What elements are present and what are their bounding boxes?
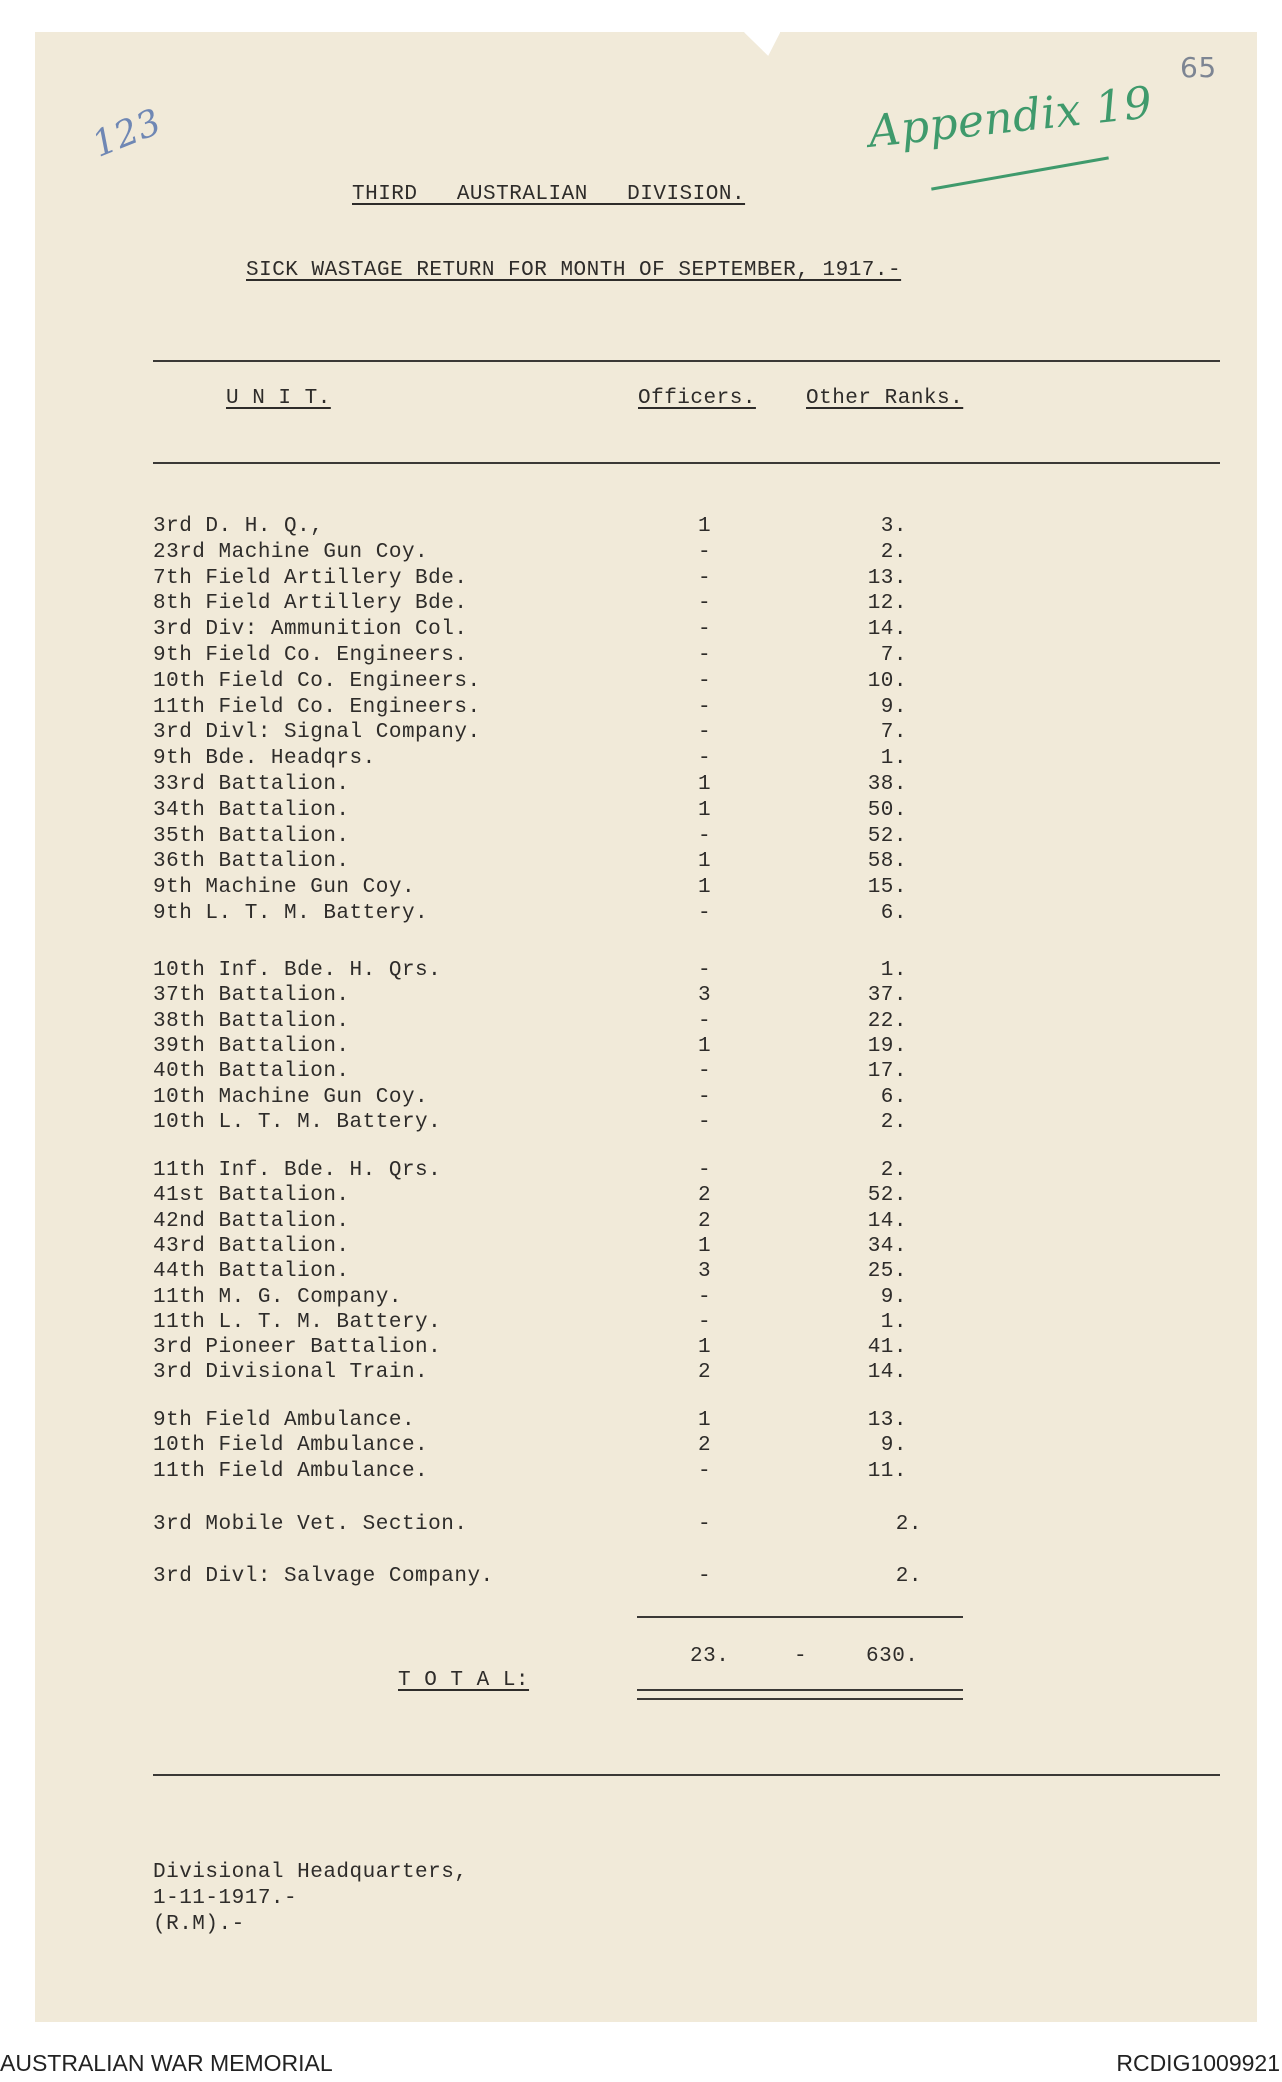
unit-name: 42nd Battalion.: [153, 1209, 350, 1233]
officers-count: -: [698, 644, 712, 667]
unit-name: 43rd Battalion.: [153, 1234, 350, 1258]
unit-name: 10th Field Ambulance.: [153, 1434, 429, 1458]
other-ranks-count: 41.: [867, 1336, 907, 1360]
archive-name: AUSTRALIAN WAR MEMORIAL: [0, 2050, 333, 2076]
other-ranks-count: 14.: [867, 1361, 907, 1385]
other-ranks-count: 50.: [867, 798, 907, 822]
unit-name: 10th Machine Gun Coy.: [153, 1085, 429, 1109]
unit-name: 35th Battalion.: [153, 824, 350, 848]
total-double-rule-2: [637, 1698, 963, 1700]
officers-count: -: [698, 1459, 712, 1483]
document-title: THIRD AUSTRALIAN DIVISION.: [352, 183, 746, 206]
other-ranks-count: 9.: [880, 1434, 907, 1458]
unit-name: 39th Battalion.: [153, 1034, 350, 1058]
unit-name: 3rd Mobile Vet. Section.: [153, 1513, 468, 1536]
officers-count: 2: [698, 1184, 712, 1208]
total-double-rule-1: [637, 1689, 963, 1691]
other-ranks-count: 2.: [880, 1110, 907, 1134]
officers-count: -: [698, 1085, 712, 1109]
officers-count: -: [698, 695, 712, 719]
other-ranks-count: 7.: [880, 644, 907, 667]
other-ranks-count: 10.: [867, 669, 907, 693]
officers-count: 1: [698, 1234, 712, 1258]
total-dash: -: [794, 1645, 808, 1668]
other-ranks-count: 52.: [867, 1184, 907, 1208]
officers-count: -: [698, 721, 712, 745]
officers-count: 2: [698, 1361, 712, 1385]
unit-name: 11th Field Ambulance.: [153, 1459, 429, 1483]
other-ranks-count: 13.: [867, 566, 907, 590]
officers-count: -: [698, 1060, 712, 1084]
officers-count: 2: [698, 1209, 712, 1233]
unit-name: 36th Battalion.: [153, 850, 350, 874]
officers-count: -: [698, 1110, 712, 1134]
officers-count: -: [698, 1310, 712, 1334]
other-ranks-count: 14.: [867, 618, 907, 642]
unit-name: 3rd Pioneer Battalion.: [153, 1336, 442, 1360]
other-ranks-count: 6.: [880, 1085, 907, 1109]
officers-count: 1: [698, 1336, 712, 1360]
header-bottom-rule: [153, 462, 1220, 464]
unit-name: 3rd Divisional Train.: [153, 1361, 429, 1385]
signature-line-1: Divisional Headquarters,: [153, 1861, 468, 1884]
unit-name: 41st Battalion.: [153, 1184, 350, 1208]
officers-count: 1: [698, 773, 712, 796]
other-ranks-count: 7.: [880, 721, 907, 745]
unit-name: 11th Field Co. Engineers.: [153, 695, 481, 719]
unit-name: 23rd Machine Gun Coy.: [153, 540, 429, 564]
officers-count: -: [698, 1009, 712, 1033]
other-ranks-count: 38.: [867, 773, 907, 796]
officers-count: -: [698, 566, 712, 590]
header-top-rule: [153, 360, 1220, 362]
officers-count: -: [698, 747, 712, 771]
document-subtitle: SICK WASTAGE RETURN FOR MONTH OF SEPTEMBER, 1917.-: [246, 259, 902, 282]
other-ranks-count: 14.: [867, 1209, 907, 1233]
other-ranks-count: 1.: [880, 1310, 907, 1334]
unit-name: 7th Field Artillery Bde.: [153, 566, 468, 590]
total-label: T O T A L:: [398, 1669, 530, 1692]
unit-name: 3rd Div: Ammunition Col.: [153, 618, 468, 642]
footer-rule: [153, 1774, 1220, 1776]
total-other-ranks: 630.: [866, 1645, 919, 1668]
other-ranks-count: 22.: [867, 1009, 907, 1033]
folio-number: 123: [86, 101, 168, 166]
unit-name: 8th Field Artillery Bde.: [153, 592, 468, 616]
officers-count: 2: [698, 1434, 712, 1458]
other-ranks-count: 2.: [895, 1513, 922, 1536]
unit-name: 40th Battalion.: [153, 1060, 350, 1084]
officers-count: -: [698, 592, 712, 616]
other-ranks-count: 25.: [867, 1260, 907, 1284]
page-number: 65: [1180, 51, 1217, 84]
unit-name: 9th Bde. Headqrs.: [153, 747, 376, 771]
unit-name: 10th L. T. M. Battery.: [153, 1110, 442, 1134]
unit-name: 11th L. T. M. Battery.: [153, 1310, 442, 1334]
other-ranks-count: 19.: [867, 1034, 907, 1058]
officers-count: 1: [698, 1034, 712, 1058]
unit-name: 38th Battalion.: [153, 1009, 350, 1033]
signature-initials: (R.M).-: [153, 1913, 245, 1936]
other-ranks-count: 2.: [895, 1565, 922, 1588]
officers-count: -: [698, 1565, 712, 1588]
other-ranks-count: 9.: [880, 1285, 907, 1309]
officers-count: -: [698, 1159, 712, 1182]
unit-name: 11th Inf. Bde. H. Qrs.: [153, 1159, 442, 1182]
unit-name: 9th Field Co. Engineers.: [153, 644, 468, 667]
unit-name: 3rd Divl: Signal Company.: [153, 721, 481, 745]
other-ranks-column-header: Other Ranks.: [806, 387, 964, 410]
other-ranks-count: 15.: [867, 876, 907, 900]
officers-count: -: [698, 959, 712, 982]
unit-name: 10th Field Co. Engineers.: [153, 669, 481, 693]
officers-count: -: [698, 669, 712, 693]
total-officers: 23.: [690, 1645, 730, 1668]
unit-column-header: U N I T.: [226, 387, 331, 410]
unit-name: 3rd Divl: Salvage Company.: [153, 1565, 494, 1588]
other-ranks-count: 12.: [867, 592, 907, 616]
officers-count: 3: [698, 984, 712, 1008]
unit-name: 9th Machine Gun Coy.: [153, 876, 416, 900]
other-ranks-count: 2.: [880, 540, 907, 564]
officers-count: 1: [698, 798, 712, 822]
officers-count: 1: [698, 876, 712, 900]
unit-name: 11th M. G. Company.: [153, 1285, 402, 1309]
other-ranks-count: 1.: [880, 959, 907, 982]
other-ranks-count: 34.: [867, 1234, 907, 1258]
archive-id: RCDIG1009921: [1116, 2050, 1280, 2076]
unit-name: 33rd Battalion.: [153, 773, 350, 796]
other-ranks-count: 3.: [880, 515, 907, 538]
unit-name: 3rd D. H. Q.,: [153, 515, 324, 538]
officers-count: 3: [698, 1260, 712, 1284]
other-ranks-count: 1.: [880, 747, 907, 771]
other-ranks-count: 9.: [880, 695, 907, 719]
unit-name: 9th Field Ambulance.: [153, 1409, 416, 1432]
other-ranks-count: 11.: [867, 1459, 907, 1483]
officers-count: 1: [698, 515, 712, 538]
unit-name: 34th Battalion.: [153, 798, 350, 822]
signature-date: 1-11-1917.-: [153, 1887, 298, 1910]
other-ranks-count: 58.: [867, 850, 907, 874]
other-ranks-count: 2.: [880, 1159, 907, 1182]
other-ranks-count: 17.: [867, 1060, 907, 1084]
officers-count: -: [698, 618, 712, 642]
unit-name: 44th Battalion.: [153, 1260, 350, 1284]
unit-name: 10th Inf. Bde. H. Qrs.: [153, 959, 442, 982]
unit-name: 9th L. T. M. Battery.: [153, 902, 429, 925]
officers-count: -: [698, 902, 712, 925]
unit-name: 37th Battalion.: [153, 984, 350, 1008]
other-ranks-count: 13.: [867, 1409, 907, 1432]
officers-count: -: [698, 1513, 712, 1536]
officers-column-header: Officers.: [638, 387, 756, 410]
officers-count: 1: [698, 850, 712, 874]
officers-count: 1: [698, 1409, 712, 1432]
other-ranks-count: 52.: [867, 824, 907, 848]
officers-count: -: [698, 1285, 712, 1309]
other-ranks-count: 6.: [880, 902, 907, 925]
other-ranks-count: 37.: [867, 984, 907, 1008]
appendix-annotation: Appendix 19: [866, 77, 1155, 158]
officers-count: -: [698, 540, 712, 564]
total-top-rule: [637, 1616, 963, 1618]
officers-count: -: [698, 824, 712, 848]
